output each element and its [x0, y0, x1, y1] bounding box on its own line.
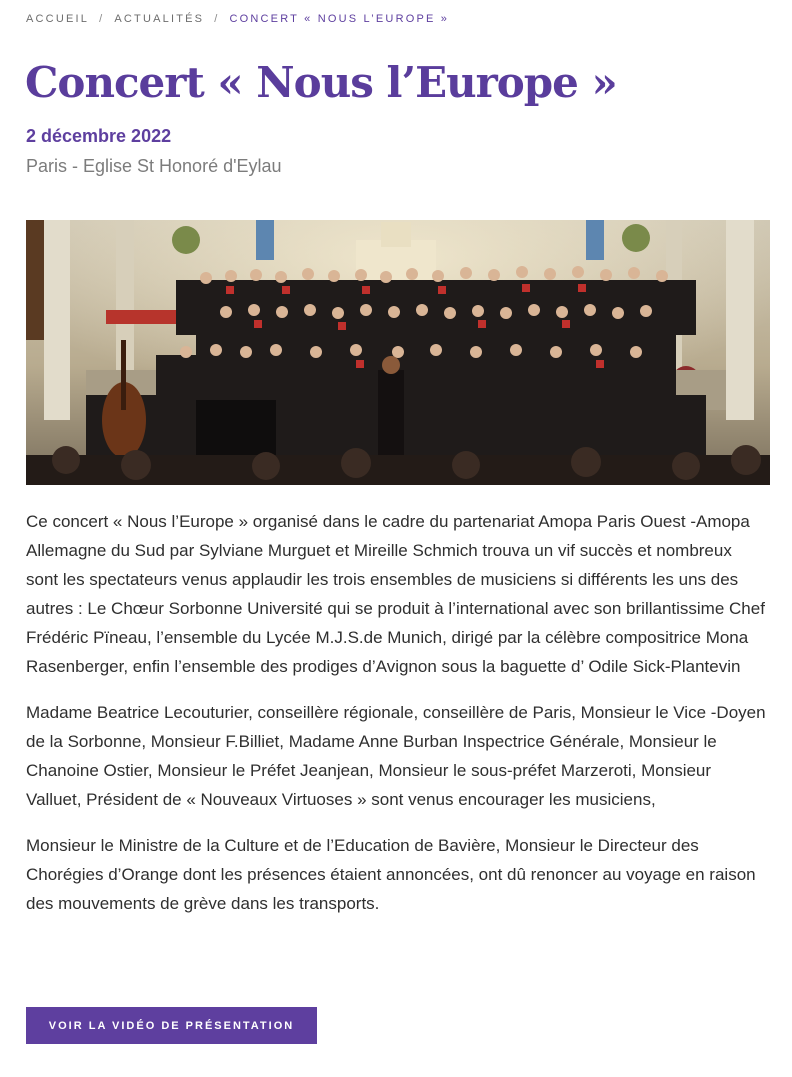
article-paragraph: Ce concert « Nous l’Europe » organisé dans le cadre du partenariat Amopa Paris Ouest -Amopa Allemagne du Sud par Sylviane Murguet et Mireille Schmich trouva un vif succès et nombreux sont les spectateurs venus applaudir les trois ensembles de musiciens si différents les uns des autres : Le Chœur Sorbonne Université qui se produit à l’international avec son brillantissime Chef Frédéric Pïneau, l’ensemble du Lycée M.J.S.de Munich, dirigé par la célèbre compositrice Mona Rasenberger, enfin l’ensemble des prodiges d’Avignon sous la baguette d’ Odile Sick-Plantevin — [26, 512, 765, 676]
concert-photo — [26, 220, 770, 485]
watch-video-button[interactable]: VOIR LA VIDÉO DE PRÉSENTATION — [26, 1007, 317, 1044]
article-paragraph: Monsieur le Ministre de la Culture et de l’Education de Bavière, Monsieur le Directeur des Chorégies d’Orange dont les présences étaient annoncées, ont dû renoncer au voyage en raison des mouvements de grève dans les transports. — [26, 836, 756, 913]
breadcrumb-home-link[interactable]: ACCUEIL — [26, 13, 90, 25]
event-date: 2 décembre 2022 — [26, 126, 172, 146]
breadcrumb — [26, 13, 449, 25]
breadcrumb-separator: / — [214, 13, 220, 25]
breadcrumb-current: CONCERT « NOUS L’EUROPE » — [229, 13, 450, 25]
breadcrumb-separator: / — [99, 13, 105, 25]
article-paragraph: Madame Beatrice Lecouturier, conseillère régionale, conseillère de Paris, Monsieur le Vice -Doyen de la Sorbonne, Monsieur F.Billiet, Madame Anne Burban Inspectrice Générale, Monsieur le Chanoine Ostier, Monsieur le Préfet Jeanjean, Monsieur le sous-préfet Marzeroti, Monsieur Valluet, Président de « Nouveaux Virtuoses » sont venus encourager les musiciens, — [26, 703, 766, 809]
article-body — [26, 507, 768, 935]
page-title: Concert « Nous l’Europe » — [25, 58, 617, 107]
breadcrumb-section-link[interactable]: ACTUALITÉS — [114, 13, 205, 25]
event-location: Paris - Eglise St Honoré d'Eylau — [26, 156, 282, 176]
